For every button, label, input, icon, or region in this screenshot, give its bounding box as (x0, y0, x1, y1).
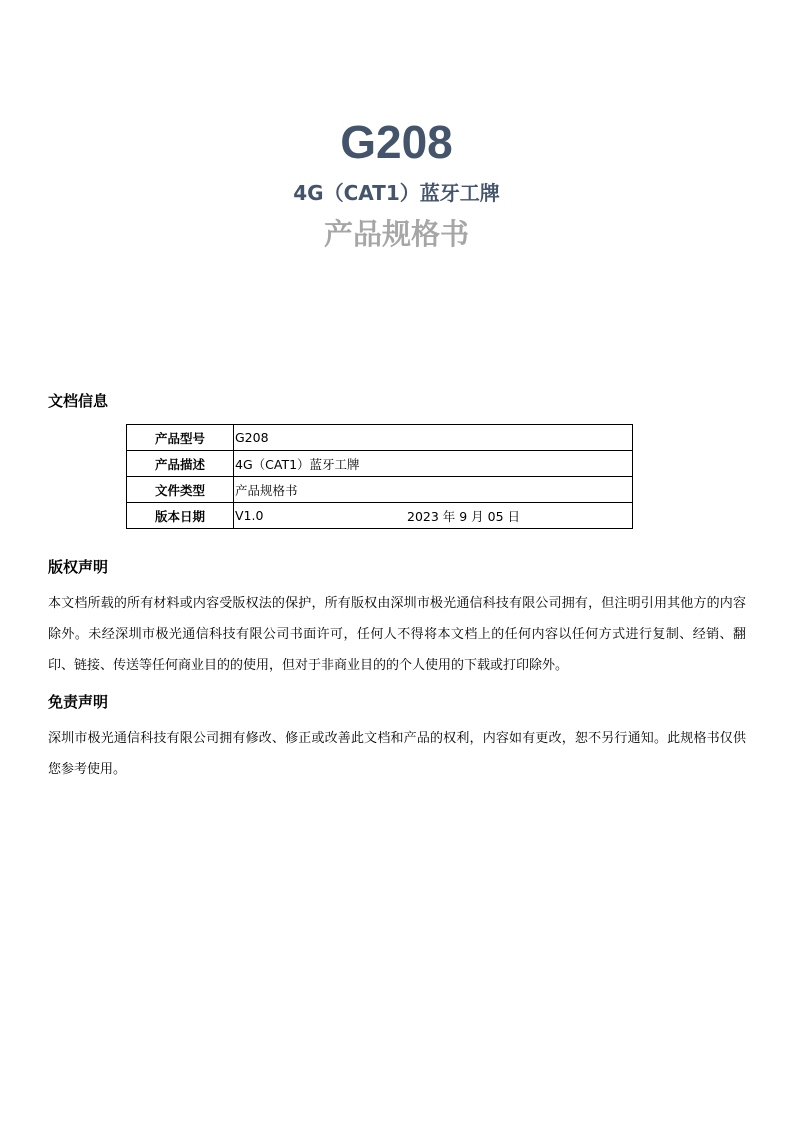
table-row (127, 425, 633, 451)
row-label-model: 产品型号 (127, 425, 234, 451)
copyright-paragraph: 本文档所载的所有材料或内容受版权法的保护，所有版权由深圳市极光通信科技有限公司拥有，但注明引用其他方的内容除外。未经深圳市极光通信科技有限公司书面许可，任何人不得将本文档上的任何内容以任何方式进行复制、经销、翻印、链接、传送等任何商业目的的使用，但对于非商业目的的个人使用的下载或打印除外。 (48, 596, 746, 673)
product-subtitle: 4G（CAT1）蓝牙工牌 (293, 181, 500, 205)
disclaimer-paragraph: 深圳市极光通信科技有限公司拥有修改、修正或改善此文档和产品的权利，内容如有更改，恕不另行通知。此规格书仅供您参考使用。 (48, 731, 746, 777)
version-text: V1.0 (235, 508, 264, 523)
row-label-file-type: 文件类型 (127, 477, 234, 503)
row-value-version-date (234, 503, 633, 529)
row-label-version-date: 版本日期 (127, 503, 234, 529)
product-model-title: G208 (340, 116, 453, 168)
row-value-file-type: 产品规格书 (234, 477, 633, 503)
copyright-heading: 版权声明 (48, 558, 109, 576)
document-type-title: 产品规格书 (323, 217, 469, 251)
table-row (127, 503, 633, 529)
table-row (127, 451, 633, 477)
disclaimer-heading: 免责声明 (48, 693, 109, 711)
row-value-model: G208 (234, 425, 633, 451)
table-row (127, 477, 633, 503)
row-label-description: 产品描述 (127, 451, 234, 477)
row-value-description: 4G（CAT1）蓝牙工牌 (234, 451, 633, 477)
doc-info-table (126, 424, 633, 529)
doc-info-heading: 文档信息 (48, 392, 109, 410)
date-text: 2023 年 9 月 05 日 (407, 508, 521, 524)
